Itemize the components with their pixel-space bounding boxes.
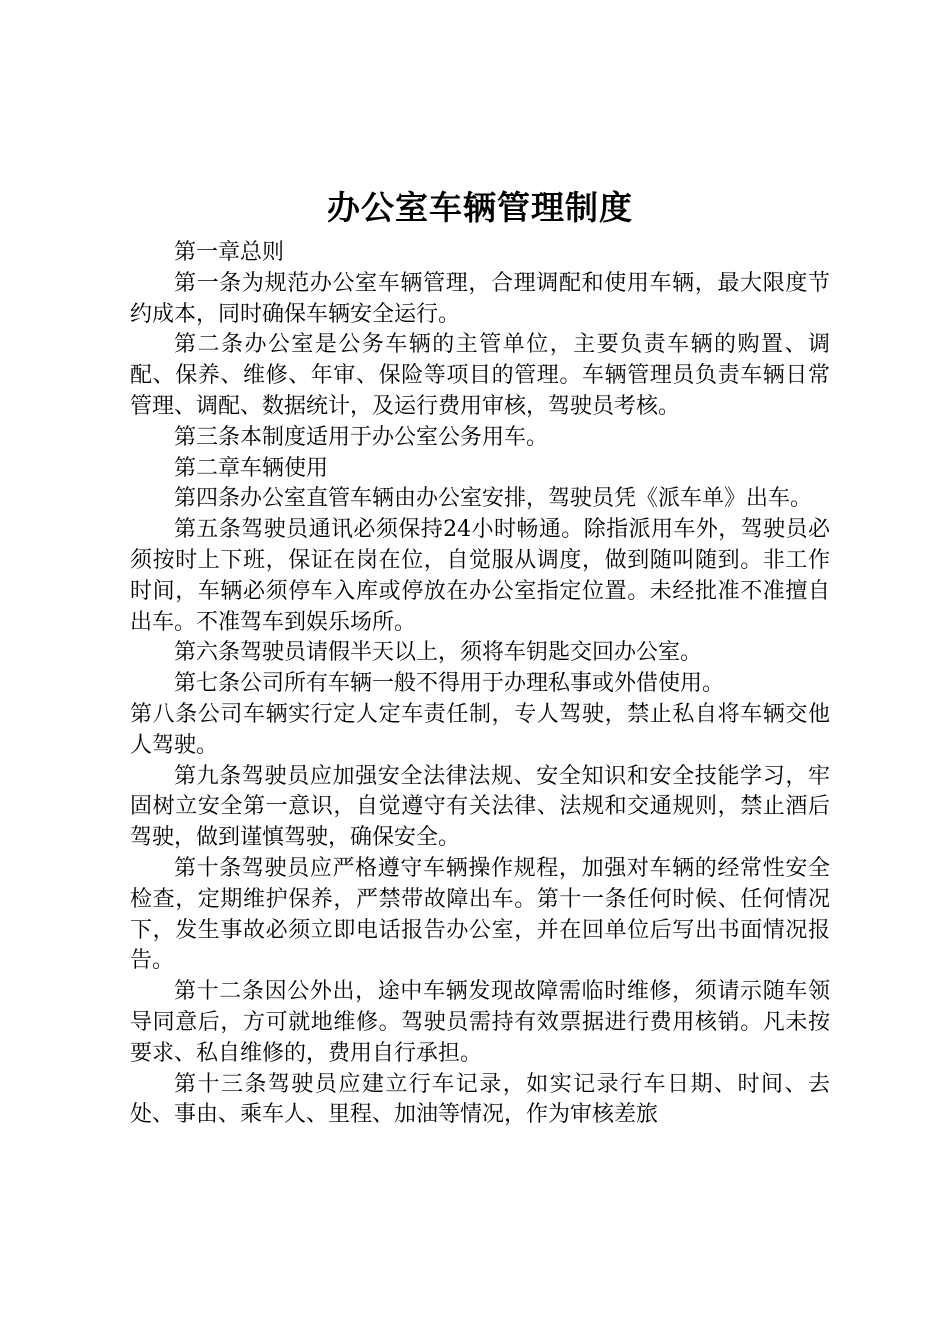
paragraph-article-8: 第八条公司车辆实行定人定车责任制，专人驾驶，禁止私自将车辆交他人驾驶。 bbox=[130, 701, 830, 758]
paragraph-article-7: 第七条公司所有车辆一般不得用于办理私事或外借使用。 bbox=[174, 671, 725, 697]
paragraph-article-2: 第二条办公室是公务车辆的主管单位，主要负责车辆的购置、调配、保养、维修、年审、保险等项目的管理。车辆管理员负责车辆日常管理、调配、数据统计，及运行费用审核，驾驶员考核。 bbox=[130, 332, 830, 419]
paragraph-chapter-2: 第二章车辆使用 bbox=[174, 455, 329, 481]
document-title: 办公室车辆管理制度 bbox=[327, 188, 633, 227]
paragraph-article-12: 第十二条因公外出，途中车辆发现故障需临时维修，须请示随车领导同意后，方可就地维修。驾驶员需持有效票据进行费用核销。凡未按要求、私自维修的，费用自行承担。 bbox=[130, 979, 830, 1066]
document-page bbox=[130, 186, 830, 1131]
paragraph-article-9: 第九条驾驶员应加强安全法律法规、安全知识和安全技能学习，牢固树立安全第一意识，自觉遵守有关法律、法规和交通规则，禁止酒后驾驶，做到谨慎驾驶，确保安全。 bbox=[130, 763, 830, 851]
paragraph-article-3: 第三条本制度适用于办公室公务用车。 bbox=[174, 424, 549, 450]
paragraph-article-5: 第五条驾驶员通讯必须保持24小时畅通。除指派用车外，驾驶员必须按时上下班，保证在岗在位，自觉服从调度，做到随叫随到。非工作时间，车辆必须停车入库或停放在办公室指定位置。未经批准不准擅自出车。不准驾车到娱乐场所。 bbox=[130, 517, 830, 635]
paragraph-chapter-1: 第一章总则 bbox=[174, 240, 285, 265]
paragraph-article-1: 第一条为规范办公室车辆管理，合理调配和使用车辆，最大限度节约成本，同时确保车辆安全运行。 bbox=[130, 270, 830, 327]
paragraph-article-10: 第十条驾驶员应严格遵守车辆操作规程，加强对车辆的经常性安全检查，定期维护保养，严禁带故障出车。第十一条任何时候、任何情况下，发生事故必须立即电话报告办公室，并在回单位后写出书面情况报告。 bbox=[130, 855, 830, 974]
paragraph-article-4: 第四条办公室直管车辆由办公室安排，驾驶员凭《派车单》出车。 bbox=[174, 486, 813, 512]
paragraph-article-6: 第六条驾驶员请假半天以上，须将车钥匙交回办公室。 bbox=[174, 640, 703, 666]
paragraph-article-13: 第十三条驾驶员应建立行车记录，如实记录行车日期、时间、去处、事由、乘车人、里程、加油等情况，作为审核差旅 bbox=[130, 1071, 830, 1128]
